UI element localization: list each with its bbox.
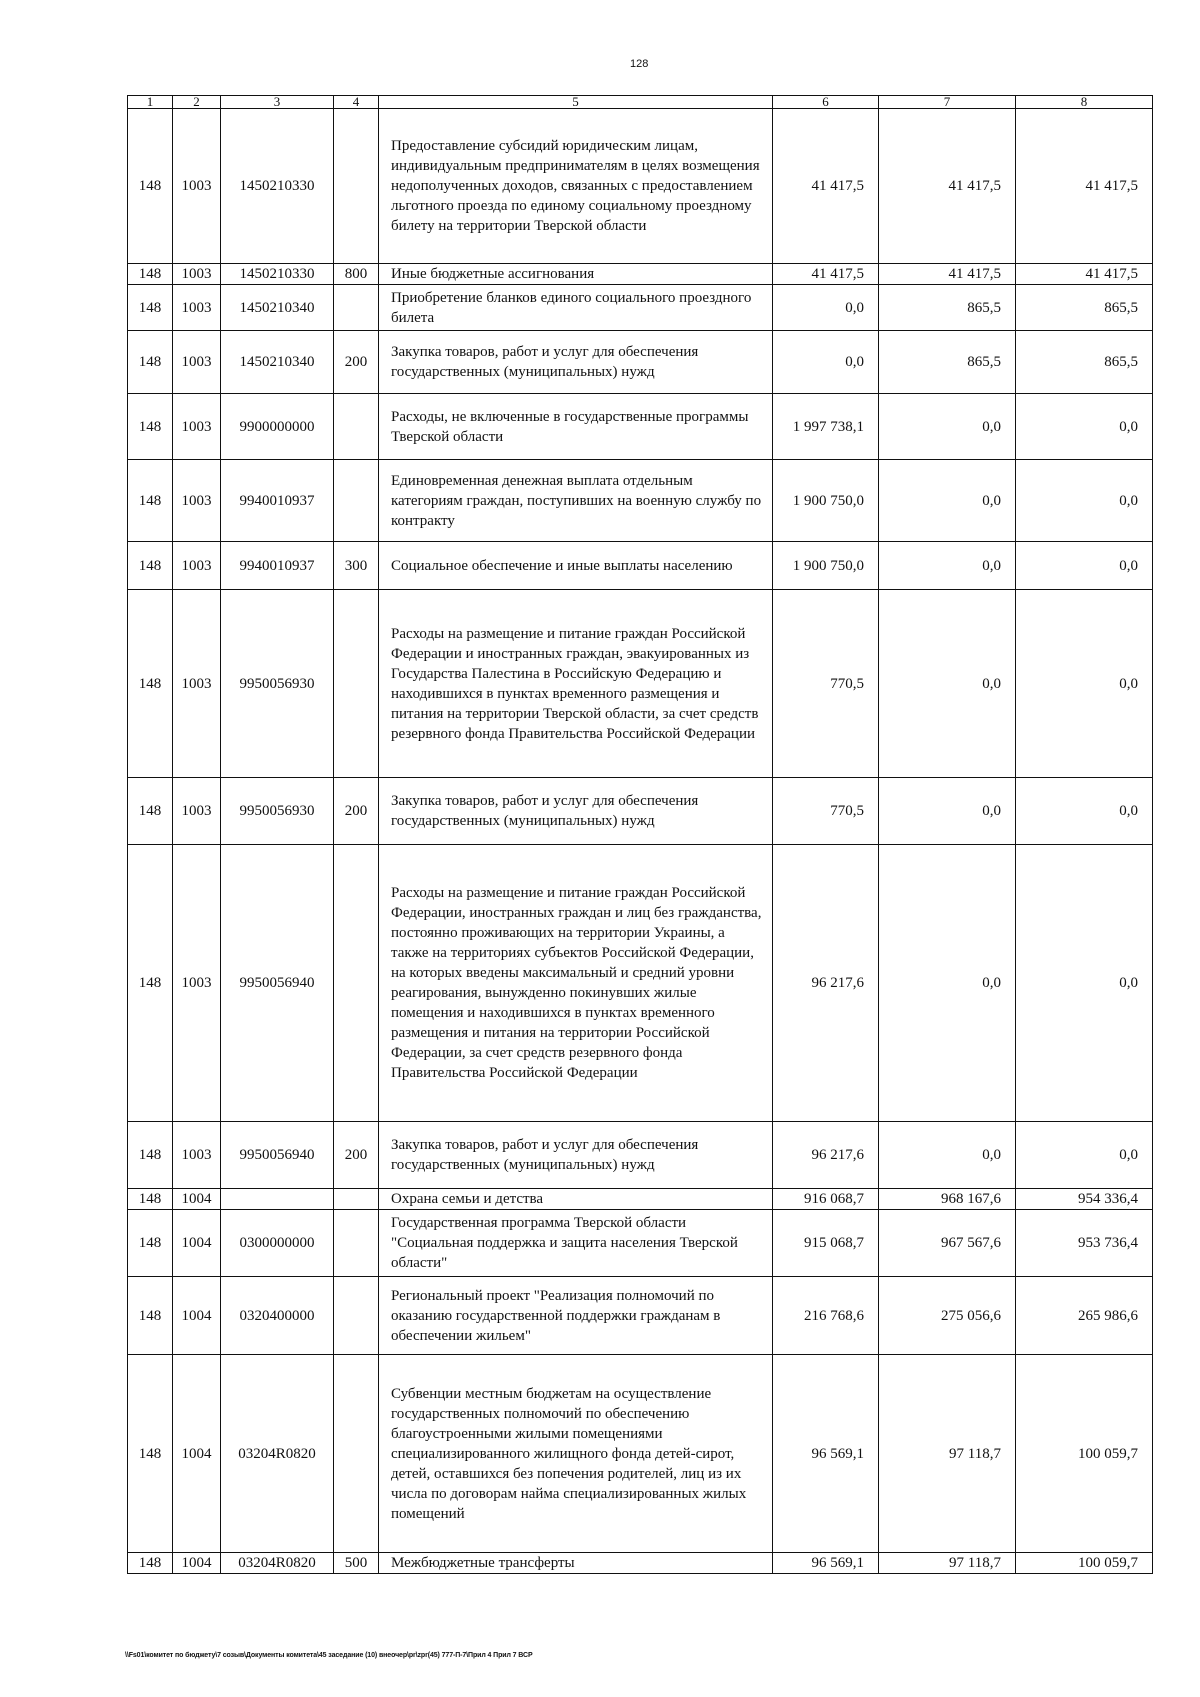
page-number: 128 (630, 58, 649, 70)
amount-year-1-cell: 96 569,1 (773, 1355, 879, 1553)
table-row (128, 1355, 1153, 1553)
description-cell: Закупка товаров, работ и услуг для обеспечения государственных (муниципальных) нужд (379, 1122, 773, 1189)
amount-year-1-cell: 770,5 (773, 590, 879, 778)
column-header: 8 (1016, 96, 1153, 109)
amount-year-3-cell: 0,0 (1016, 542, 1153, 590)
description-cell: Закупка товаров, работ и услуг для обеспечения государственных (муниципальных) нужд (379, 778, 773, 845)
target-article-code-cell: 03204R0820 (221, 1355, 334, 1553)
description-cell: Единовременная денежная выплата отдельным категориям граждан, поступивших на военную службу по контракту (379, 460, 773, 542)
file-path-footer: \\Fs01\комитет по бюджету\7 созыв\Документы комитета\45 заседание (10) внеочер\pr\zpr(45) 777-П-7\Прил 4 Прил 7 ВСР (125, 1652, 533, 1659)
admin-code-cell: 148 (128, 1355, 173, 1553)
section-code-cell: 1003 (173, 1122, 221, 1189)
table-row (128, 1122, 1153, 1189)
amount-year-3-cell: 0,0 (1016, 590, 1153, 778)
admin-code-cell: 148 (128, 460, 173, 542)
amount-year-1-cell: 216 768,6 (773, 1277, 879, 1355)
target-article-code-cell: 1450210330 (221, 264, 334, 285)
table-header-row (128, 96, 1153, 109)
admin-code-cell: 148 (128, 1189, 173, 1210)
amount-year-1-cell: 96 569,1 (773, 1553, 879, 1574)
expense-type-code-cell (334, 460, 379, 542)
section-code-cell: 1004 (173, 1210, 221, 1277)
expense-type-code-cell (334, 285, 379, 331)
description-cell: Охрана семьи и детства (379, 1189, 773, 1210)
target-article-code-cell: 9950056930 (221, 778, 334, 845)
admin-code-cell: 148 (128, 590, 173, 778)
table-row (128, 264, 1153, 285)
description-cell: Предоставление субсидий юридическим лицам, индивидуальным предпринимателям в целях возмещения недополученных доходов, связанных с предоставлением льготного проезда по единому социальному проездному билету на территории Тверской области (379, 109, 773, 264)
column-header: 3 (221, 96, 334, 109)
description-cell: Государственная программа Тверской области "Социальная поддержка и защита населения Тверской области" (379, 1210, 773, 1277)
amount-year-2-cell: 865,5 (879, 285, 1016, 331)
amount-year-1-cell: 1 997 738,1 (773, 394, 879, 460)
expense-type-code-cell: 500 (334, 1553, 379, 1574)
table-row (128, 590, 1153, 778)
amount-year-1-cell: 41 417,5 (773, 264, 879, 285)
table-row (128, 1189, 1153, 1210)
table-row (128, 109, 1153, 264)
amount-year-3-cell: 865,5 (1016, 285, 1153, 331)
amount-year-3-cell: 0,0 (1016, 1122, 1153, 1189)
amount-year-1-cell: 41 417,5 (773, 109, 879, 264)
admin-code-cell: 148 (128, 264, 173, 285)
description-cell: Расходы на размещение и питание граждан Российской Федерации и иностранных граждан, эвакуированных из Государства Палестина в Российскую Федерацию и находившихся в пунктах временного размещения и питания на территории Тверской области, за счет средств резервного фонда Правительства Российской Федерации (379, 590, 773, 778)
target-article-code-cell: 9950056940 (221, 1122, 334, 1189)
amount-year-1-cell: 915 068,7 (773, 1210, 879, 1277)
description-cell: Иные бюджетные ассигнования (379, 264, 773, 285)
amount-year-2-cell: 0,0 (879, 1122, 1016, 1189)
admin-code-cell: 148 (128, 1277, 173, 1355)
amount-year-2-cell: 0,0 (879, 590, 1016, 778)
amount-year-2-cell: 0,0 (879, 542, 1016, 590)
amount-year-3-cell: 953 736,4 (1016, 1210, 1153, 1277)
description-cell: Социальное обеспечение и иные выплаты населению (379, 542, 773, 590)
column-header: 5 (379, 96, 773, 109)
table-row (128, 778, 1153, 845)
expense-type-code-cell (334, 1277, 379, 1355)
target-article-code-cell: 03204R0820 (221, 1553, 334, 1574)
amount-year-1-cell: 770,5 (773, 778, 879, 845)
table-row (128, 1277, 1153, 1355)
amount-year-2-cell: 275 056,6 (879, 1277, 1016, 1355)
expense-type-code-cell (334, 1189, 379, 1210)
description-cell: Региональный проект "Реализация полномочий по оказанию государственной поддержки гражданам в обеспечении жильем" (379, 1277, 773, 1355)
amount-year-1-cell: 1 900 750,0 (773, 460, 879, 542)
admin-code-cell: 148 (128, 285, 173, 331)
target-article-code-cell: 0300000000 (221, 1210, 334, 1277)
section-code-cell: 1003 (173, 109, 221, 264)
expense-type-code-cell: 200 (334, 778, 379, 845)
column-header: 4 (334, 96, 379, 109)
amount-year-3-cell: 41 417,5 (1016, 109, 1153, 264)
expense-type-code-cell (334, 1210, 379, 1277)
section-code-cell: 1003 (173, 590, 221, 778)
amount-year-2-cell: 865,5 (879, 331, 1016, 394)
amount-year-2-cell: 0,0 (879, 845, 1016, 1122)
section-code-cell: 1004 (173, 1355, 221, 1553)
admin-code-cell: 148 (128, 1122, 173, 1189)
section-code-cell: 1004 (173, 1189, 221, 1210)
section-code-cell: 1003 (173, 285, 221, 331)
amount-year-3-cell: 865,5 (1016, 331, 1153, 394)
admin-code-cell: 148 (128, 394, 173, 460)
target-article-code-cell (221, 1189, 334, 1210)
admin-code-cell: 148 (128, 109, 173, 264)
admin-code-cell: 148 (128, 331, 173, 394)
expense-type-code-cell (334, 845, 379, 1122)
amount-year-2-cell: 41 417,5 (879, 264, 1016, 285)
target-article-code-cell: 1450210340 (221, 331, 334, 394)
section-code-cell: 1003 (173, 264, 221, 285)
table-row (128, 460, 1153, 542)
amount-year-1-cell: 96 217,6 (773, 1122, 879, 1189)
amount-year-2-cell: 41 417,5 (879, 109, 1016, 264)
column-header: 1 (128, 96, 173, 109)
description-cell: Закупка товаров, работ и услуг для обеспечения государственных (муниципальных) нужд (379, 331, 773, 394)
amount-year-3-cell: 100 059,7 (1016, 1553, 1153, 1574)
target-article-code-cell: 1450210340 (221, 285, 334, 331)
amount-year-3-cell: 100 059,7 (1016, 1355, 1153, 1553)
amount-year-2-cell: 97 118,7 (879, 1355, 1016, 1553)
target-article-code-cell: 9950056930 (221, 590, 334, 778)
table-row (128, 285, 1153, 331)
expense-type-code-cell: 200 (334, 331, 379, 394)
table-row (128, 394, 1153, 460)
amount-year-3-cell: 954 336,4 (1016, 1189, 1153, 1210)
section-code-cell: 1003 (173, 331, 221, 394)
amount-year-3-cell: 41 417,5 (1016, 264, 1153, 285)
expense-type-code-cell: 300 (334, 542, 379, 590)
section-code-cell: 1004 (173, 1553, 221, 1574)
amount-year-2-cell: 0,0 (879, 394, 1016, 460)
column-header: 6 (773, 96, 879, 109)
admin-code-cell: 148 (128, 845, 173, 1122)
table-row (128, 542, 1153, 590)
amount-year-2-cell: 0,0 (879, 460, 1016, 542)
table-row (128, 845, 1153, 1122)
section-code-cell: 1003 (173, 460, 221, 542)
expense-type-code-cell (334, 590, 379, 778)
section-code-cell: 1003 (173, 845, 221, 1122)
column-header: 7 (879, 96, 1016, 109)
description-cell: Расходы, не включенные в государственные программы Тверской области (379, 394, 773, 460)
amount-year-1-cell: 1 900 750,0 (773, 542, 879, 590)
amount-year-3-cell: 0,0 (1016, 778, 1153, 845)
expense-type-code-cell: 200 (334, 1122, 379, 1189)
budget-table (127, 95, 1153, 1574)
table-row (128, 331, 1153, 394)
amount-year-1-cell: 0,0 (773, 285, 879, 331)
description-cell: Расходы на размещение и питание граждан Российской Федерации, иностранных граждан и лиц без гражданства, постоянно проживающих на территории Украины, а также на территориях субъектов Российской Федерации, на которых введены максимальный и средний уровни реагирования, вынужденно покинувших жилые помещения и находившихся в пунктах временного размещения и питания на территории Российской Федерации, за счет средств резервного фонда Правительства Российской Федерации (379, 845, 773, 1122)
column-header: 2 (173, 96, 221, 109)
admin-code-cell: 148 (128, 1553, 173, 1574)
section-code-cell: 1003 (173, 778, 221, 845)
description-cell: Приобретение бланков единого социального проездного билета (379, 285, 773, 331)
table-row (128, 1210, 1153, 1277)
target-article-code-cell: 0320400000 (221, 1277, 334, 1355)
expense-type-code-cell: 800 (334, 264, 379, 285)
section-code-cell: 1003 (173, 394, 221, 460)
target-article-code-cell: 9950056940 (221, 845, 334, 1122)
admin-code-cell: 148 (128, 778, 173, 845)
target-article-code-cell: 1450210330 (221, 109, 334, 264)
admin-code-cell: 148 (128, 1210, 173, 1277)
description-cell: Межбюджетные трансферты (379, 1553, 773, 1574)
target-article-code-cell: 9940010937 (221, 542, 334, 590)
expense-type-code-cell (334, 394, 379, 460)
amount-year-3-cell: 265 986,6 (1016, 1277, 1153, 1355)
section-code-cell: 1003 (173, 542, 221, 590)
amount-year-3-cell: 0,0 (1016, 460, 1153, 542)
expense-type-code-cell (334, 1355, 379, 1553)
table-row (128, 1553, 1153, 1574)
amount-year-2-cell: 97 118,7 (879, 1553, 1016, 1574)
section-code-cell: 1004 (173, 1277, 221, 1355)
amount-year-1-cell: 0,0 (773, 331, 879, 394)
amount-year-3-cell: 0,0 (1016, 394, 1153, 460)
admin-code-cell: 148 (128, 542, 173, 590)
amount-year-1-cell: 96 217,6 (773, 845, 879, 1122)
expense-type-code-cell (334, 109, 379, 264)
description-cell: Субвенции местным бюджетам на осуществление государственных полномочий по обеспечению благоустроенными жилыми помещениями специализированного жилищного фонда детей-сирот, детей, оставшихся без попечения родителей, лиц из их числа по договорам найма специализированных жилых помещений (379, 1355, 773, 1553)
amount-year-3-cell: 0,0 (1016, 845, 1153, 1122)
amount-year-2-cell: 0,0 (879, 778, 1016, 845)
amount-year-1-cell: 916 068,7 (773, 1189, 879, 1210)
target-article-code-cell: 9940010937 (221, 460, 334, 542)
target-article-code-cell: 9900000000 (221, 394, 334, 460)
amount-year-2-cell: 967 567,6 (879, 1210, 1016, 1277)
amount-year-2-cell: 968 167,6 (879, 1189, 1016, 1210)
